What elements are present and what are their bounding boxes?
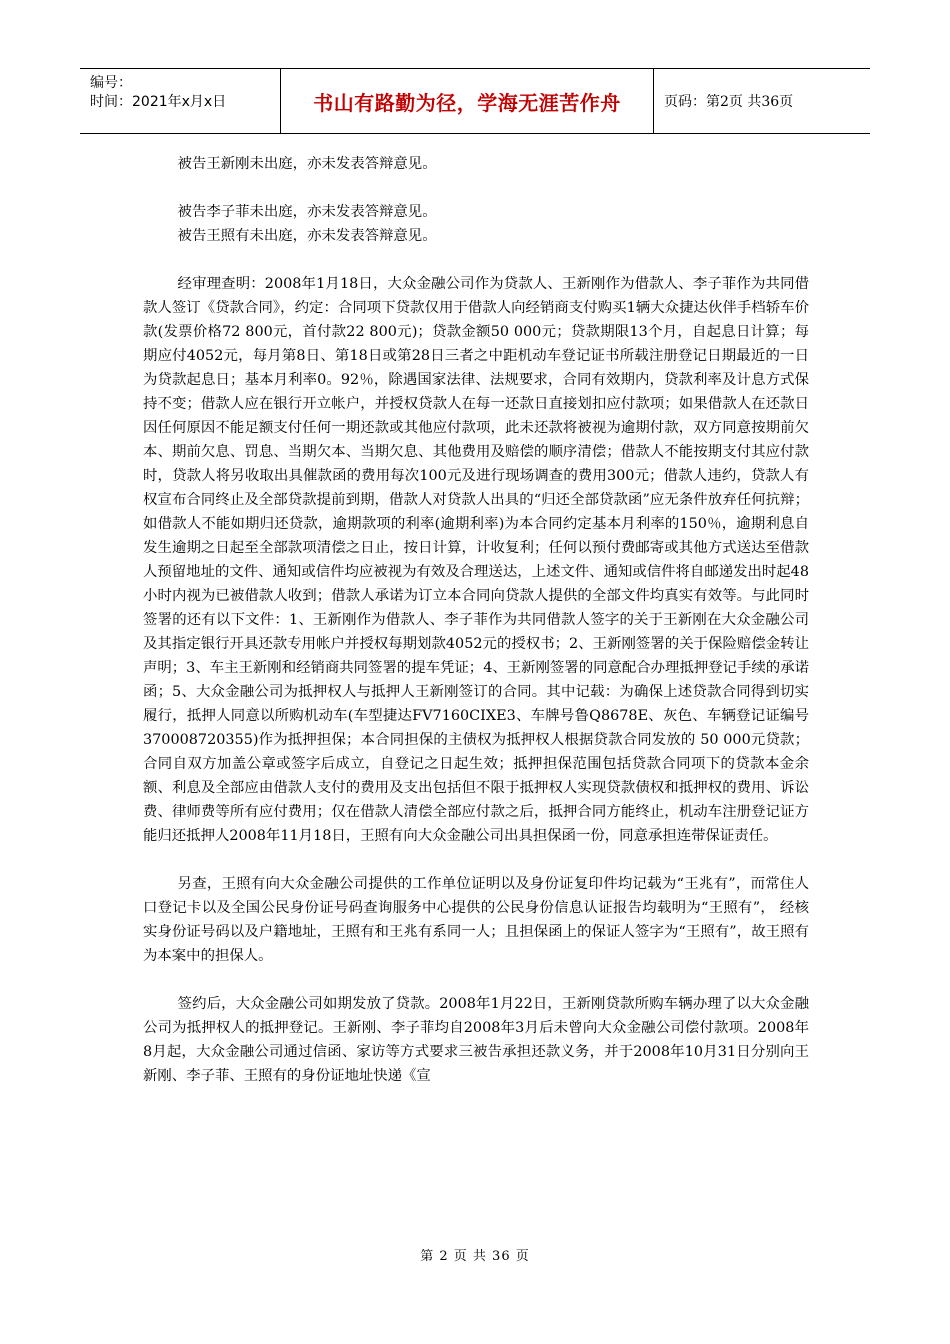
page-footer: 第 2 页 共 36 页 [420,1249,530,1264]
paragraph-defendant-3: 被告王照有未出庭，亦未发表答辩意见。 [177,228,437,244]
paragraph-further-finding: 另查，王照有向大众金融公司提供的工作单位证明以及身份证复印件均记载为“王兆有”，而常住人口登记卡以及全国公民身份证号码查询服务中心提供的公民身份信息认证报告均载明为“王照有”， 经核实身份证号码以及户籍地址，王照有和王兆有系同一人；且担保函上的保证人签字为“王照有”，故王照有为本案中的担保人。 [143,876,809,964]
header-motto: 书山有路勤为径，学海无涯苦作舟 [281,69,654,133]
paragraph-defendant-2: 被告李子菲未出庭，亦未发表答辩意见。 [177,204,437,220]
header-meta [80,69,281,133]
page-header [80,68,870,134]
document-number: 编号： [90,75,132,91]
paragraph-findings: 经审理查明：2008年1月18日，大众金融公司作为贷款人、王新刚作为借款人、李子菲作为共同借款人签订《贷款合同》，约定：合同项下贷款仅用于借款人向经销商支付购买1辆大众捷达伙伴手档轿车价款(发票价格72 800元，首付款22 800元)；贷款金额50 000元；贷款期限13个月，自起息日计算；每期应付4052元，每月第8日、第18日或第28日三者之中距机动车登记证书所载注册登记日期最近的一日为贷款起息日；基本月利率0。92％，除遇国家法律、法规要求，合同有效期内，贷款利率及计息方式保持不变；借款人应在银行开立帐户，并授权贷款人在每一还款日直接划扣应付款项；如果借款人在还款日因任何原因不能足额支付任何一期还款或其他应付款项，此未还款将被视为逾期付款，双方同意按期前欠本、期前欠息、罚息、当期欠本、当期欠息、其他费用及赔偿的顺序清偿；借款人不能按期支付其应付款时，贷款人将另收取出具催款函的费用每次100元及进行现场调查的费用300元；借款人违约，贷款人有权宣布合同终止及全部贷款提前到期，借款人对贷款人出具的“归还全部贷款函”应无条件放弃任何抗辩；如借款人不能如期归还贷款，逾期款项的利率(逾期利率)为本合同约定基本月利率的150％，逾期利息自发生逾期之日起至全部款项清偿之日止，按日计算，计收复利；任何以预付费邮寄或其他方式送达至借款人预留地址的文件、通知或信件均应被视为有效及合理送达，上述文件、通知或信件将自邮递发出时起48小时内视为已被借款人收到；借款人承诺为订立本合同向贷款人提供的全部文件均真实有效等。与此同时签署的还有以下文件：1、王新刚作为借款人、李子菲作为共同借款人签字的关于王新刚在大众金融公司及其指定银行开具还款专用帐户并授权每期划款4052元的授权书；2、王新刚签署的关于保险赔偿金转让声明；3、车主王新刚和经销商共同签署的提车凭证；4、王新刚签署的同意配合办理抵押登记手续的承诺函；5、大众金融公司为抵押权人与抵押人王新刚签订的合同。其中记载：为确保上述贷款合同得到切实履行，抵押人同意以所购机动车(车型捷达FV7160CIXE3、车牌号鲁Q8678E、灰色、车辆登记证编号370008720355)作为抵押担保；本合同担保的主债权为抵押权人根据贷款合同发放的 50 000元贷款；合同自双方加盖公章或签字后成立，自登记之日起生效；抵押担保范围包括贷款合同项下的贷款本金余额、利息及全部应由借款人支付的费用及支出包括但不限于抵押权人实现贷款债权和抵押权的费用、诉讼费、律师费等所有应付费用；仅在借款人清偿全部应付款之后，抵押合同方能终止，机动车注册登记证方能归还抵押人2008年11月18日，王照有向大众金融公司出具担保函一份，同意承担连带保证责任。 [143,276,809,844]
document-body [143,152,809,1088]
paragraph-defendant-1: 被告王新刚未出庭，亦未发表答辩意见。 [177,156,437,172]
paragraph-after-signing: 签约后，大众金融公司如期发放了贷款。2008年1月22日，王新刚贷款所购车辆办理了以大众金融公司为抵押权人的抵押登记。王新刚、李子菲均自2008年3月后未曾向大众金融公司偿付款项。2008年8月起，大众金融公司通过信函、家访等方式要求三被告承担还款义务，并于2008年10月31日分别向王新刚、李子菲、王照有的身份证地址快递《宣 [143,996,809,1084]
document-date: 时间：2021年x月x日 [90,94,227,110]
header-page-info: 页码：第2页 共36页 [664,94,794,110]
